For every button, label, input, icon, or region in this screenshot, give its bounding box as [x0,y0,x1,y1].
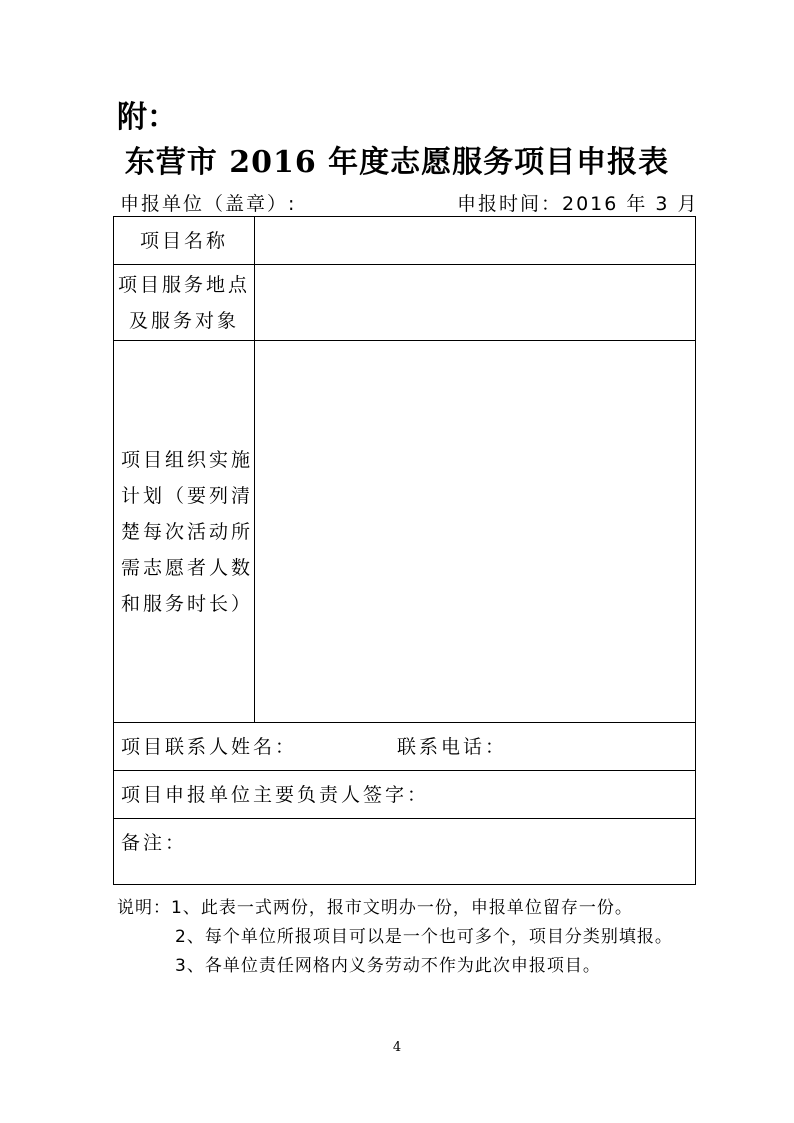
project-name-field[interactable] [255,217,696,265]
service-place-field[interactable] [255,265,696,341]
implementation-plan-row [114,341,696,723]
instruction-line: 2、每个单位所报项目可以是一个也可多个，项目分类别填报。 [175,927,673,947]
service-place-label [114,265,255,341]
project-name-label: 项目名称 [114,217,255,265]
service-place-row [114,265,696,341]
service-place-label-line: 及服务对象 [128,309,239,332]
contact-person-label: 项目联系人姓名： [121,735,298,758]
instructions [117,894,673,981]
plan-label-line: 项目组织实施 [121,448,254,471]
contact-cell[interactable] [114,723,696,771]
project-name-row [114,217,696,265]
plan-label-line: 和服务时长） [121,592,254,615]
page-number: 4 [392,1040,402,1055]
remarks-label: 备注： [121,832,188,854]
contact-row [114,723,696,771]
instruction-line: 说明：1、此表一式两份，报市文明办一份，申报单位留存一份。 [117,898,633,918]
form-title: 东营市 2016 年度志愿服务项目申报表 [124,145,670,180]
instruction-line: 3、各单位责任网格内义务劳动不作为此次申报项目。 [175,956,601,976]
remarks-row [114,819,696,885]
applicant-unit-label: 申报单位（盖章）: [120,193,297,215]
signature-cell[interactable] [114,771,696,819]
application-form-table [113,216,696,885]
service-place-label-line: 项目服务地点 [117,273,250,296]
plan-label-line: 楚每次活动所 [121,520,254,543]
application-date: 申报时间：2016 年 3 月 [457,193,699,215]
attachment-label: 附： [117,100,177,135]
signature-row [114,771,696,819]
plan-label-line: 计划（要列清 [121,484,254,507]
contact-phone-label: 联系电话： [397,735,508,758]
remarks-cell[interactable] [114,819,696,885]
plan-label-line: 需志愿者人数 [121,556,254,579]
implementation-plan-field[interactable] [255,341,696,723]
signature-label: 项目申报单位主要负责人签字： [121,783,430,806]
implementation-plan-label [114,341,255,723]
